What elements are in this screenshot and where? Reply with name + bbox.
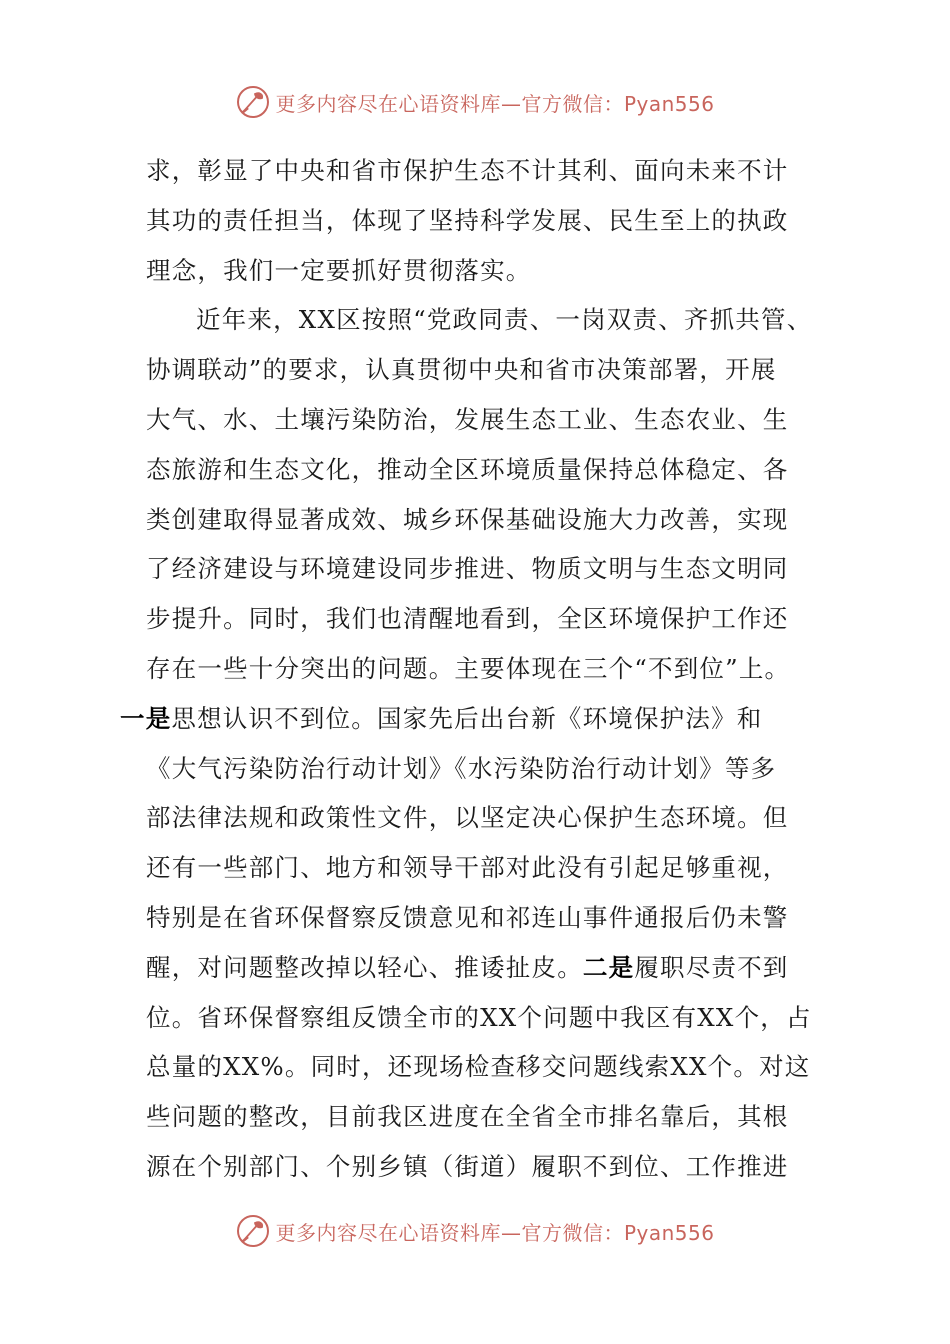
- text-line: 源在个别部门、个别乡镇（街道）履职不到位、工作推进: [146, 1151, 789, 1181]
- quill-logo-icon: [235, 84, 271, 120]
- text-line: 类创建取得显著成效、城乡环保基础设施大力改善，实现: [146, 504, 789, 534]
- point-one-marker: 一是: [120, 703, 172, 733]
- text-line: 《大气污染防治行动计划》《水污染防治行动计划》等多: [146, 753, 777, 783]
- text-line: 理念，我们一定要抓好贯彻落实。: [146, 255, 532, 285]
- header-banner: [0, 82, 950, 122]
- text-line: 些问题的整改，目前我区进度在全省全市排名靠后，其根: [146, 1102, 789, 1132]
- text-line: 总量的XX%。同时，还现场检查移交问题线索XX个。对这: [146, 1052, 811, 1082]
- text-line: 特别是在省环保督察反馈意见和祁连山事件通报后仍未警: [146, 902, 789, 932]
- text-line: 大气、水、土壤污染防治，发展生态工业、生态农业、生: [146, 404, 789, 434]
- text-line: 其功的责任担当，体现了坚持科学发展、民生至上的执政: [146, 205, 789, 235]
- text-line: [146, 943, 806, 993]
- text-line: 求，彰显了中央和省市保护生态不计其利、面向未来不计: [146, 156, 789, 185]
- banner-text: 更多内容尽在心语资料库—官方微信：Pyan556: [275, 91, 715, 116]
- text-line: 近年来，XX区按照“党政同责、一岗双责、齐抓共管、: [196, 305, 813, 335]
- text-line: 还有一些部门、地方和领导干部对此没有引起足够重视，: [146, 853, 789, 883]
- text-line: 位。省环保督察组反馈全市的XX个问题中我区有XX个，占: [146, 1002, 812, 1032]
- text-segment: 醒，对问题整改掉以轻心、推诿扯皮。: [146, 952, 583, 982]
- point-two-marker: 二是: [582, 952, 635, 982]
- point-one-text: 思想认识不到位。国家先后出台新《环境保护法》和: [171, 703, 763, 733]
- text-line: 步提升。同时，我们也清醒地看到，全区环境保护工作还: [146, 604, 789, 634]
- text-line: 存在一些十分突出的问题。主要体现在三个“不到位”上。: [146, 653, 791, 683]
- footer-banner: [0, 1211, 950, 1251]
- text-line: 了经济建设与环境建设同步推进、物质文明与生态文明同: [146, 554, 789, 584]
- text-line: [120, 694, 806, 744]
- document-body: [120, 146, 813, 1192]
- text-line: 部法律法规和政策性文件，以坚定决心保护生态环境。但: [146, 803, 789, 833]
- text-line: 态旅游和生态文化，推动全区环境质量保持总体稳定、各: [146, 454, 789, 484]
- point-two-text: 履职尽责不到: [634, 952, 789, 982]
- banner-text: 更多内容尽在心语资料库—官方微信：Pyan556: [275, 1220, 715, 1245]
- text-line: 协调联动”的要求，认真贯彻中央和省市决策部署，开展: [146, 355, 777, 385]
- quill-logo-icon: [235, 1213, 271, 1249]
